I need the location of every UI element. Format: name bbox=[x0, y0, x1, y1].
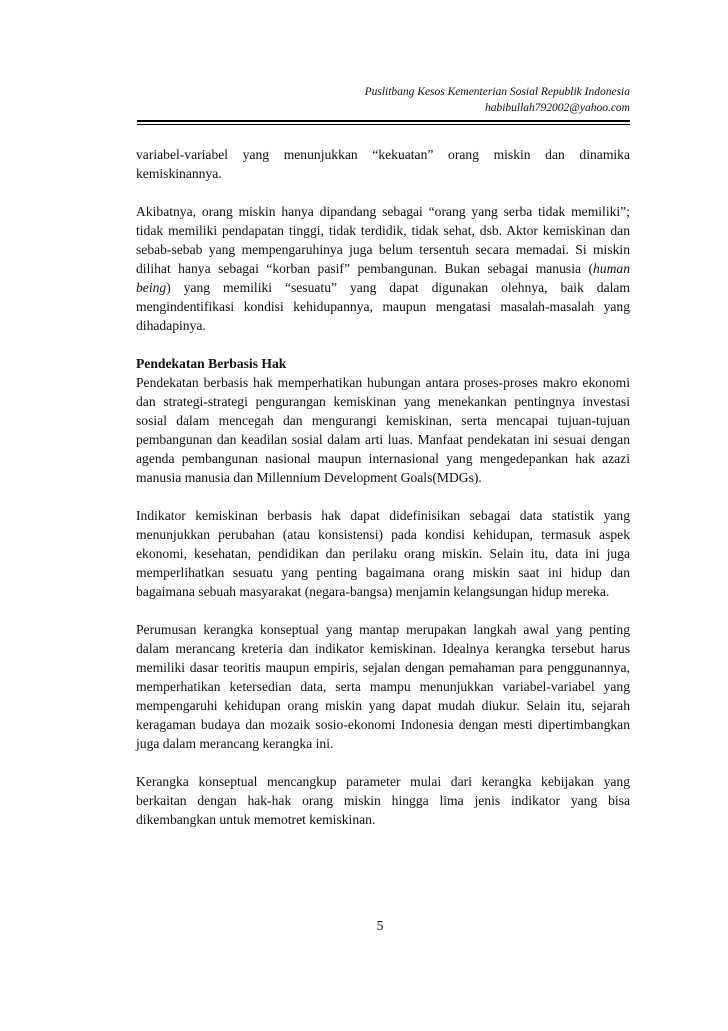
paragraph-2-part-b: ) yang memiliki “sesuatu” yang dapat digunakan olehnya, baik dalam mengindentifikasi kondisi kehidupannya, maupun mengatasi masalah-masalah yang dihadapinya. bbox=[136, 280, 630, 333]
header-rule-thin bbox=[137, 124, 630, 125]
body-text bbox=[136, 145, 630, 848]
running-header bbox=[300, 84, 630, 116]
page-number: 5 bbox=[376, 918, 384, 933]
paragraph-2-part-a: Akibatnya, orang miskin hanya dipandang sebagai “orang yang serba tidak memiliki”; tidak memiliki pendapatan tinggi, tidak terdidik, tidak sehat, dsb. Aktor kemiskinan dan sebab-sebab yang mempengaruhinya juga belum tersentuh secara memadai. Si miskin dilihat hanya sebagai “korban pasif” pembangunan. Bukan sebagai manusia ( bbox=[136, 204, 630, 276]
section-heading: Pendekatan Berbasis Hak bbox=[136, 356, 287, 371]
paragraph-4: Indikator kemiskinan berbasis hak dapat didefinisikan sebagai data statistik yang menunjukkan perubahan (atau konsistensi) pada kondisi kehidupan, termasuk aspek ekonomi, kesehatan, pendidikan dan perilaku orang miskin. Selain itu, data ini juga memperlihatkan sesuatu yang penting bagaimana orang miskin saat ini hidup dan bagaimana sebuah masyarakat (negara-bangsa) menjamin kelangsungan hidup mereka. bbox=[136, 508, 630, 599]
paragraph-2 bbox=[136, 202, 630, 335]
header-institution: Puslitbang Kesos Kementerian Sosial Republik Indonesia bbox=[364, 86, 630, 98]
paragraph-1: variabel-variabel yang menunjukkan “kekuatan” orang miskin dan dinamika kemiskinannya. bbox=[136, 147, 630, 181]
header-email: habibullah792002@yahoo.com bbox=[484, 102, 630, 114]
paragraph-3: Pendekatan berbasis hak memperhatikan hubungan antara proses-proses makro ekonomi dan strategi-strategi pengurangan kemiskinan yang menekankan pentingnya investasi sosial dalam mencegah dan mengurangi kemiskinan, serta mencapai tujuan-tujuan pembangunan dan keadilan sosial dalam arti luas. Manfaat pendekatan ini sesuai dengan agenda pembangunan nasional maupun internasional yang mengedepankan hak azazi manusia manusia dan Millennium Development Goals(MDGs). bbox=[136, 375, 630, 485]
paragraph-5: Perumusan kerangka konseptual yang mantap merupakan langkah awal yang penting dalam merancang kreteria dan indikator kemiskinan. Idealnya kerangka tersebut harus memiliki dasar teoritis maupun empiris, sejalan dengan pemahaman para penggunannya, memperhatikan ketersedian data, serta mampu menunjukkan variabel-variabel yang mempengaruhi kehidupan orang miskin yang dapat mudah diukur. Selain itu, sejarah keragaman budaya dan mozaik sosio-ekonomi Indonesia dengan mesti dipertimbangkan juga dalam merancang kerangka ini. bbox=[136, 622, 630, 751]
paragraph-2-italic: human being bbox=[136, 261, 630, 295]
header-rule-thick bbox=[137, 120, 630, 122]
paragraph-6: Kerangka konseptual mencangkup parameter mulai dari kerangka kebijakan yang berkaitan dengan hak-hak orang miskin hingga lima jenis indikator yang bisa dikembangkan untuk memotret kemiskinan. bbox=[136, 774, 630, 827]
